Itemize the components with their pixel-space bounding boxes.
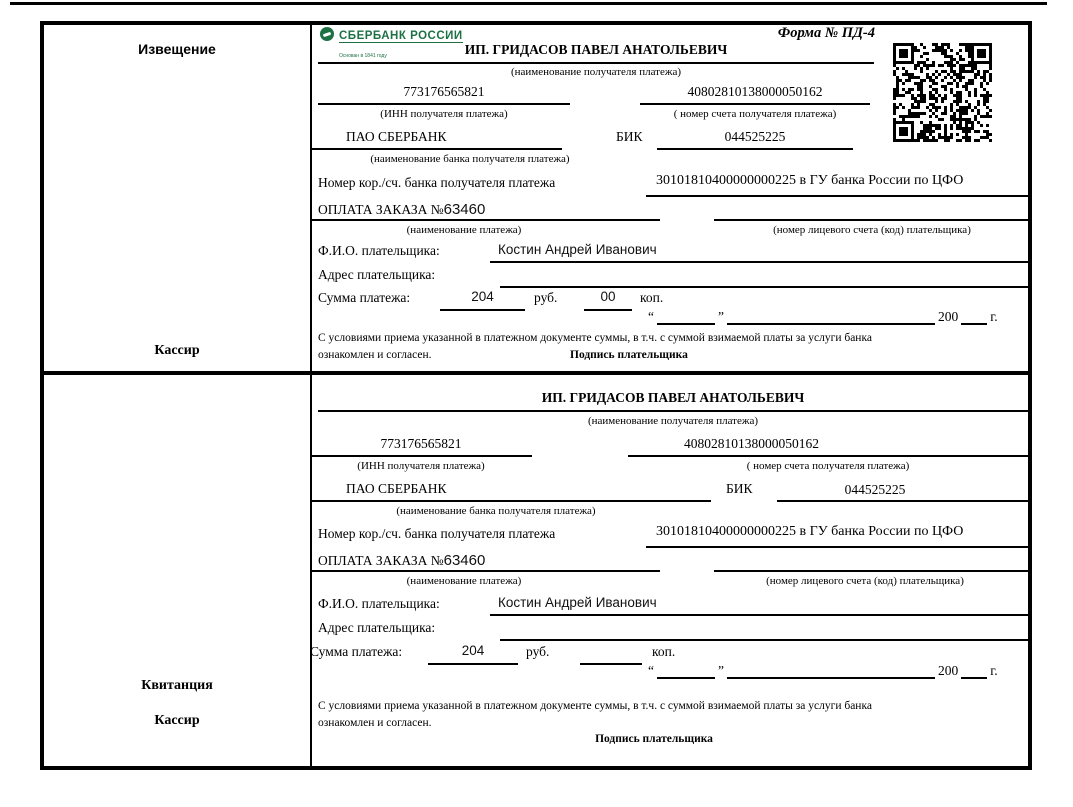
- year-line: [961, 309, 987, 325]
- recipient-name: ИП. ГРИДАСОВ ПАВЕЛ АНАТОЛЬЕВИЧ: [541, 390, 805, 405]
- personal-account-line: [714, 570, 1028, 572]
- bik-label: БИК: [616, 129, 643, 144]
- sberbank-logo-tagline: Основан в 1841 году: [339, 53, 387, 59]
- personal-caption: (номер лицевого счета (код) плательщика): [766, 575, 964, 587]
- section-receipt: [44, 371, 1028, 766]
- sberbank-logo-text: СБЕРБАНК РОССИИ: [339, 30, 463, 42]
- qr-code: [893, 43, 992, 147]
- account-value: 40802810138000050162: [687, 84, 823, 99]
- sum-rub-value: 204: [471, 289, 494, 304]
- inn-value: 773176565821: [380, 436, 462, 451]
- corr-line: [646, 195, 1028, 197]
- bank-name-line: [310, 500, 711, 502]
- recipient-name-line: [318, 62, 874, 64]
- sberbank-logo-icon: [320, 27, 334, 41]
- account-caption: ( номер счета получателя платежа): [746, 460, 910, 472]
- sum-label: Сумма платежа:: [318, 290, 411, 305]
- payment-name-line: [310, 219, 660, 221]
- sum-rub-value: 204: [461, 643, 485, 658]
- date-day-line: [657, 663, 715, 679]
- bik-label: БИК: [726, 481, 753, 496]
- corr-label: Номер кор./сч. банка получателя платежа: [318, 526, 556, 541]
- corr-line: [646, 546, 1028, 548]
- notice-label: Извещение: [138, 41, 216, 57]
- payment-caption: (наименование платежа): [406, 575, 522, 587]
- account-caption: ( номер счета получателя платежа): [673, 108, 837, 120]
- quote-close: ”: [718, 309, 724, 324]
- form-table: [40, 21, 1032, 770]
- bank-caption: (наименование банка получателя платежа): [370, 153, 570, 165]
- section-notice: [44, 25, 1028, 371]
- recipient-name: ИП. ГРИДАСОВ ПАВЕЛ АНАТОЛЬЕВИЧ: [464, 42, 728, 57]
- payment-name: [318, 201, 485, 219]
- payment-caption: (наименование платежа): [406, 224, 522, 236]
- recipient-name-line: [318, 410, 1028, 412]
- kop-label: коп.: [640, 290, 664, 305]
- year-line: [961, 663, 987, 679]
- date-month-line: [727, 309, 935, 325]
- agreement-line1: С условиями приема указанной в платежном документе суммы, в т.ч. с суммой взимаемой платы за услуги банка: [318, 332, 872, 344]
- account-value: 40802810138000050162: [684, 436, 819, 451]
- agreement-line2: ознакомлен и согласен.: [318, 717, 432, 729]
- address-line: [500, 639, 1028, 641]
- inn-caption: (ИНН получателя платежа): [357, 460, 485, 472]
- inn-caption: (ИНН получателя платежа): [380, 108, 508, 120]
- year-prefix: 200: [938, 309, 959, 324]
- bik-line: [777, 500, 1028, 502]
- signature-label: Подпись плательщика: [570, 349, 688, 361]
- bank-name: ПАО СБЕРБАНК: [346, 481, 447, 496]
- signature-label: Подпись плательщика: [595, 733, 713, 745]
- address-label: Адрес плательщика:: [318, 267, 436, 282]
- date-row: [648, 663, 998, 679]
- account-line: [628, 455, 1028, 457]
- fio-value: Костин Андрей Иванович: [498, 242, 657, 257]
- sum-label: Сумма платежа:: [310, 644, 403, 659]
- personal-caption: (номер лицевого счета (код) плательщика): [773, 224, 971, 236]
- sum-kop-value: 00: [600, 289, 616, 304]
- year-suffix: г.: [990, 309, 998, 324]
- sum-kop-line: [580, 663, 642, 665]
- recipient-caption: (наименование получателя платежа): [587, 415, 759, 427]
- quote-open: “: [648, 309, 654, 324]
- payment-prefix: ОПЛАТА ЗАКАЗА №: [318, 553, 444, 568]
- address-line: [500, 286, 1028, 288]
- corr-value: 30101810400000000225 в ГУ банка России по ЦФО: [656, 173, 964, 188]
- bik-line: [657, 148, 853, 150]
- address-label: Адрес плательщика:: [318, 620, 436, 635]
- inn-line: [318, 103, 570, 105]
- kop-label: коп.: [652, 644, 676, 659]
- sum-rub-line: [428, 663, 518, 665]
- year-prefix: 200: [938, 663, 959, 678]
- agreement-line2: ознакомлен и согласен.: [318, 349, 432, 361]
- fio-value: Костин Андрей Иванович: [498, 595, 657, 610]
- inn-line: [310, 455, 532, 457]
- fio-line: [490, 261, 1028, 263]
- fio-line: [490, 614, 1028, 616]
- corr-value: 30101810400000000225 в ГУ банка России по ЦФО: [656, 524, 964, 539]
- bank-name-line: [310, 148, 562, 150]
- corr-label: Номер кор./сч. банка получателя платежа: [318, 175, 556, 190]
- quote-open: “: [648, 663, 654, 678]
- sum-kop-line: [584, 309, 632, 311]
- account-line: [640, 103, 870, 105]
- rub-label: руб.: [534, 290, 558, 305]
- quote-close: ”: [718, 663, 724, 678]
- rub-label: руб.: [526, 644, 550, 659]
- sum-rub-line: [440, 309, 525, 311]
- recipient-caption: (наименование получателя платежа): [510, 66, 682, 78]
- cashier-label: Кассир: [154, 343, 200, 358]
- bik-value: 044525225: [844, 482, 906, 497]
- year-suffix: г.: [990, 663, 998, 678]
- column-divider: [310, 25, 312, 371]
- bank-caption: (наименование банка получателя платежа): [396, 505, 596, 517]
- order-number: 63460: [443, 201, 486, 218]
- page-cut-line: [10, 2, 1047, 5]
- cashier-label: Кассир: [154, 713, 200, 728]
- form-number-label: Форма № ПД-4: [777, 25, 875, 41]
- inn-value: 773176565821: [403, 84, 485, 99]
- date-month-line: [727, 663, 935, 679]
- payment-name-line: [310, 570, 660, 572]
- bank-name: ПАО СБЕРБАНК: [346, 129, 447, 144]
- date-row: [648, 309, 998, 325]
- personal-account-line: [714, 219, 1028, 221]
- date-day-line: [657, 309, 715, 325]
- payment-prefix: ОПЛАТА ЗАКАЗА №: [318, 202, 444, 217]
- fio-label: Ф.И.О. плательщика:: [318, 243, 440, 258]
- receipt-label: Квитанция: [141, 678, 213, 693]
- fio-label: Ф.И.О. плательщика:: [318, 596, 440, 611]
- payment-name: [318, 552, 485, 570]
- order-number: 63460: [443, 552, 486, 569]
- agreement-line1: С условиями приема указанной в платежном документе суммы, в т.ч. с суммой взимаемой платы за услуги банка: [318, 700, 872, 712]
- bik-value: 044525225: [724, 129, 786, 144]
